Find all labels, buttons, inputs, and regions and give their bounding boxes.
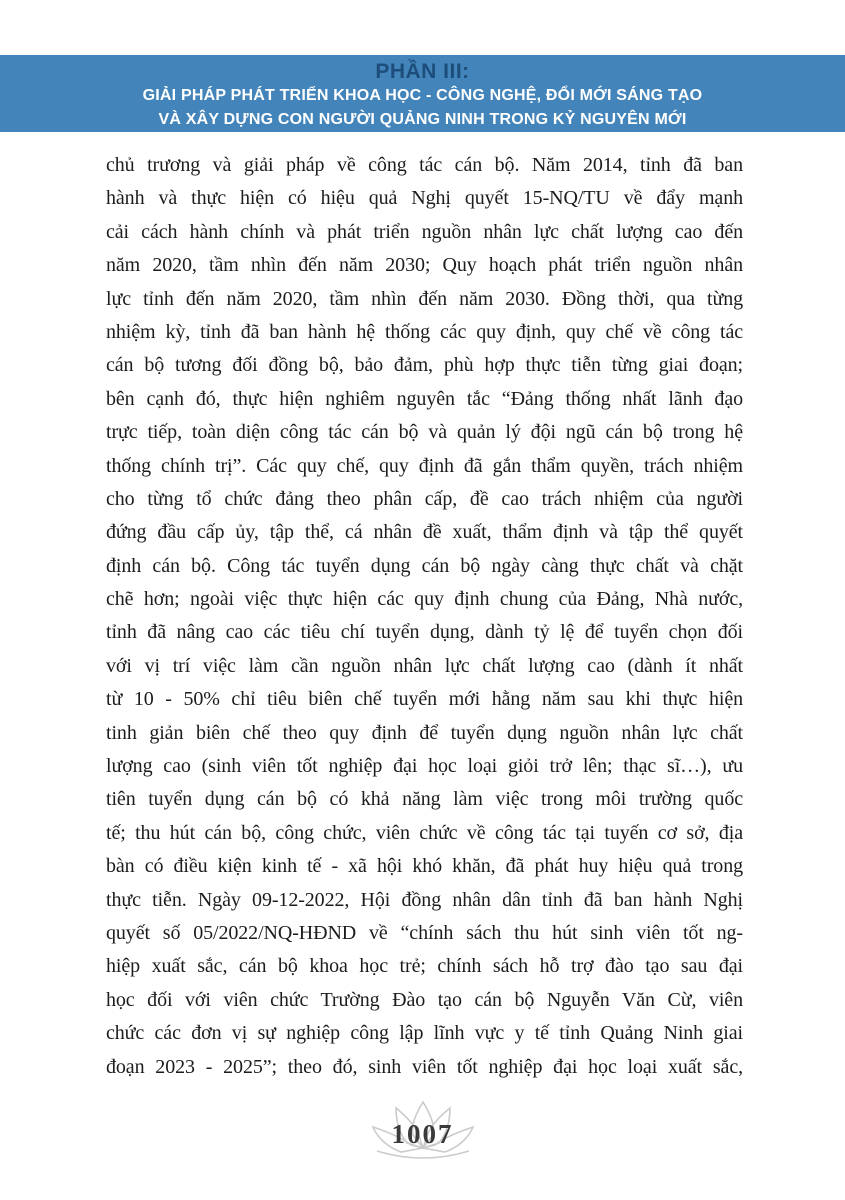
body-line: quyết số 05/2022/NQ-HĐND về “chính sách thu hút sinh viên tốt ng- xyxy=(106,921,743,944)
body-line: từ 10 - 50% chỉ tiêu biên chế tuyển mới hằng năm sau khi thực hiện xyxy=(106,688,743,711)
body-line: bàn có điều kiện kinh tế - xã hội khó khăn, đã phát huy hiệu quả trong xyxy=(106,855,743,878)
body-line: hiệp xuất sắc, cán bộ khoa học trẻ; chính sách hỗ trợ đào tạo sau đại xyxy=(106,955,743,978)
body-line: chẽ hơn; ngoài việc thực hiện các quy định chung của Đảng, Nhà nước, xyxy=(106,588,743,611)
body-line: năm 2020, tầm nhìn đến năm 2030; Quy hoạch phát triển nguồn nhân xyxy=(106,254,743,277)
body-line: tỉnh đã nâng cao các tiêu chí tuyển dụng, dành tỷ lệ để tuyển chọn đối xyxy=(106,621,743,644)
body-line: tế; thu hút cán bộ, công chức, viên chức về công tác tại tuyến cơ sở, địa xyxy=(106,821,743,844)
body-line: tinh giản biên chế theo quy định để tuyển dụng nguồn nhân lực chất xyxy=(106,721,743,744)
body-line: đứng đầu cấp ủy, tập thể, cá nhân đề xuất, thẩm định và tập thể quyết xyxy=(106,521,743,544)
body-line: hành và thực hiện có hiệu quả Nghị quyết 15-NQ/TU về đẩy mạnh xyxy=(106,187,743,210)
header-title-line-2: VÀ XÂY DỰNG CON NGƯỜI QUẢNG NINH TRONG KỶ NGUYÊN MỚI xyxy=(158,111,687,128)
page-footer xyxy=(0,1093,845,1168)
body-line: cho từng tổ chức đảng theo phân cấp, đề cao trách nhiệm của người xyxy=(106,487,743,510)
part-label: PHẦN III: xyxy=(375,60,470,83)
body-line: cán bộ tương đối đồng bộ, bảo đảm, phù hợp thực tiễn từng giai đoạn; xyxy=(106,354,743,377)
body-line: lực tỉnh đến năm 2020, tầm nhìn đến năm 2030. Đồng thời, qua từng xyxy=(106,287,743,310)
body-line: bên cạnh đó, thực hiện nghiêm nguyên tắc “Đảng thống nhất lãnh đạo xyxy=(106,387,743,410)
body-line: thống chính trị”. Các quy chế, quy định đã gắn thẩm quyền, trách nhiệm xyxy=(106,454,743,477)
body-line: chức các đơn vị sự nghiệp công lập lĩnh vực y tế tỉnh Quảng Ninh giai xyxy=(106,1022,743,1045)
body-line: tiên tuyển dụng cán bộ có khả năng làm việc trong môi trường quốc xyxy=(106,788,743,811)
page-number: 1007 xyxy=(391,1119,454,1149)
body-line: học đối với viên chức Trường Đào tạo cán bộ Nguyễn Văn Cừ, viên xyxy=(106,988,743,1011)
body-line: nhiệm kỳ, tỉnh đã ban hành hệ thống các quy định, quy chế về công tác xyxy=(106,320,743,343)
body-line: định cán bộ. Công tác tuyển dụng cán bộ ngày càng thực chất và chặt xyxy=(106,554,743,577)
body-line: lượng cao (sinh viên tốt nghiệp đại học loại giỏi trở lên; thạc sĩ…), ưu xyxy=(106,755,743,778)
body-line: thực tiễn. Ngày 09-12-2022, Hội đồng nhân dân tỉnh đã ban hành Nghị xyxy=(106,888,743,911)
body-line: đoạn 2023 - 2025”; theo đó, sinh viên tốt nghiệp đại học loại xuất sắc, xyxy=(106,1055,743,1078)
body-paragraph xyxy=(106,149,743,1084)
body-line: cải cách hành chính và phát triển nguồn nhân lực chất lượng cao đến xyxy=(106,220,743,243)
body-line: trực tiếp, toàn diện công tác cán bộ và quản lý đội ngũ cán bộ trong hệ xyxy=(106,421,743,444)
chapter-header-band xyxy=(0,55,845,132)
body-line: chủ trương và giải pháp về công tác cán bộ. Năm 2014, tỉnh đã ban xyxy=(106,154,743,176)
body-line: với vị trí việc làm cần nguồn nhân lực chất lượng cao (dành ít nhất xyxy=(106,654,743,677)
header-title-line-1: GIẢI PHÁP PHÁT TRIỂN KHOA HỌC - CÔNG NGHỆ, ĐỔI MỚI SÁNG TẠO xyxy=(142,87,703,104)
